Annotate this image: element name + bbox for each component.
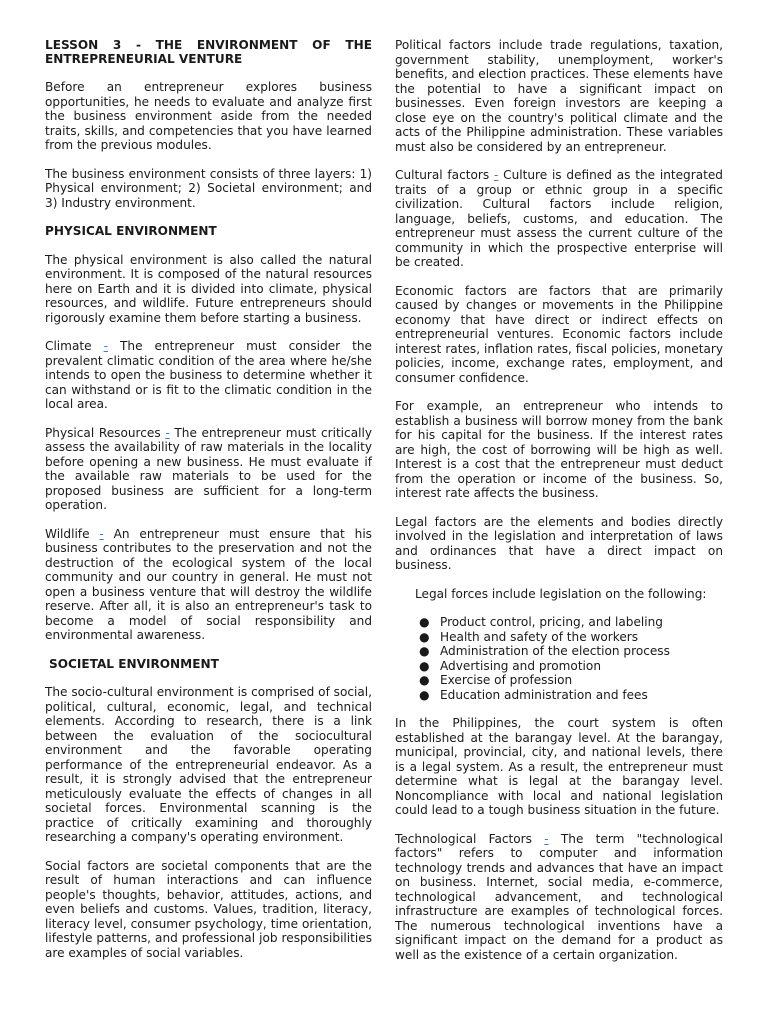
philippines-legal-paragraph: In the Philippines, the court system is often established at the barangay level. At the barangay, municipal, provincial, city, and national levels, there is a legal system. As a result, the entrepreneur must determine what is legal at the barangay level. Noncompliance with local and national legislation could lead to a tough business situation in the future.	[395, 716, 723, 817]
list-item: ● Education administration and fees	[419, 687, 648, 702]
climate-text: The entrepreneur must consider the prevalent climatic condition of the area where he/she intends to open the business to determine whether it can withstand or is fit to the climatic condition in the local area.	[45, 339, 372, 411]
legal-forces-intro: Legal forces include legislation on the following:	[415, 586, 707, 601]
physical-resources-separator: -	[165, 425, 170, 440]
technological-factors-separator: -	[544, 831, 549, 846]
wildlife-separator: -	[99, 526, 104, 541]
physical-resources-term: Physical Resources	[45, 425, 161, 440]
list-item: ● Exercise of profession	[419, 673, 573, 687]
political-factors-paragraph: Political factors include trade regulations, taxation, government stability, unemployment, worker's benefits, and election practices. These elements have the potential to have a significant impact on businesses. Even foreign investors are keeping a close eye on the country's political climate and the acts of the Philippine administration. These variables must also be considered by an entrepreneur.	[395, 38, 723, 154]
bullet-icon: ●	[419, 687, 430, 702]
social-factors-paragraph: Social factors are societal components that are the result of human interactions and can influence people's thoughts, behavior, attitudes, actions, and even beliefs and customs. Values, tradition, literacy, literacy level, consumer psychology, time orientation, lifestyle patterns, and professional job responsibilities are examples of social variables.	[45, 858, 372, 960]
lesson-title: LESSON 3 - THE ENVIRONMENT OF THE ENTREPRENEURIAL VENTURE	[45, 38, 372, 66]
bullet-icon: ●	[419, 629, 430, 644]
physical-resources-text: The entrepreneur must critically assess the availability of raw materials in the locality before opening a new business. He must evaluate if the available raw materials to be used for the proposed business are sufficient for a long-term operation.	[45, 425, 372, 512]
climate-term: Climate	[45, 339, 92, 353]
climate-separator: -	[103, 339, 108, 353]
technological-factors-term: Technological Factors	[395, 831, 532, 846]
societal-environment-heading: SOCIETAL ENVIRONMENT	[49, 656, 219, 671]
wildlife-paragraph	[45, 527, 372, 643]
legal-forces-list	[395, 615, 723, 702]
cultural-factors-text: Culture is defined as the integrated traits of a group or ethnic group in a specific civilization. Cultural factors include religion, language, beliefs, customs, and education. The entrepreneur must assess the current culture of the community in which the prospective enterprise will be created.	[395, 168, 723, 269]
right-column	[395, 38, 723, 976]
list-item: ● Health and safety of the workers	[419, 629, 639, 644]
wildlife-term: Wildlife	[45, 526, 90, 541]
physical-resources-paragraph	[45, 426, 372, 513]
list-item: ● Advertising and promotion	[419, 658, 601, 673]
physical-environment-paragraph: The physical environment is also called the natural environment. It is composed of the natural resources here on Earth and it is divided into climate, physical resources, and wildlife. Future entrepreneurs should rigorously examine them before starting a business.	[45, 252, 372, 325]
layers-paragraph: The business environment consists of three layers: 1) Physical environment; 2) Societal environment; and 3) Industry environment.	[45, 166, 372, 210]
interest-example-paragraph: For example, an entrepreneur who intends to establish a business will borrow money from the bank for his capital for the business. If the interest rates are high, the cost of borrowing will be high as well. Interest is a cost that the entrepreneur must deduct from the operation or income of the business. So, interest rate affects the business.	[395, 399, 723, 500]
bullet-icon: ●	[419, 658, 430, 673]
list-item: ● Administration of the election process	[419, 644, 670, 658]
bullet-icon: ●	[419, 644, 430, 658]
cultural-factors-paragraph	[395, 168, 723, 270]
left-column	[45, 38, 372, 974]
wildlife-text: An entrepreneur must ensure that his business contributes to the preservation and not the destruction of the ecological system of the local community and our country in general. He must not open a business venture that will destroy the wildlife reserve. After all, it is also an entrepreneur's task to become a model of social responsibility and environmental awareness.	[45, 526, 372, 642]
climate-paragraph	[45, 339, 372, 412]
bullet-icon: ●	[419, 615, 430, 629]
list-item: ● Product control, pricing, and labeling	[419, 615, 663, 629]
intro-paragraph: Before an entrepreneur explores business opportunities, he needs to evaluate and analyze first the business environment aside from the needed traits, skills, and competencies that you have learned from the previous modules.	[45, 80, 372, 152]
societal-environment-paragraph: The socio-cultural environment is comprised of social, political, cultural, economic, legal, and technical elements. According to research, there is a link between the evaluation of the sociocultural environment and the favorable operating performance of the entrepreneurial endeavor. As a result, it is strongly advised that the entrepreneur meticulously evaluate the effects of changes in all societal forces. Environmental scanning is the practice of critically examining and thoroughly researching a company's operating environment.	[45, 685, 372, 844]
technological-factors-paragraph	[395, 832, 723, 963]
cultural-factors-separator: -	[493, 168, 499, 182]
bullet-icon: ●	[419, 673, 430, 687]
cultural-factors-term: Cultural factors	[395, 168, 490, 182]
economic-factors-paragraph: Economic factors are factors that are primarily caused by changes or movements in the Philippine economy that have direct or indirect effects on entrepreneurial ventures. Economic factors include interest rates, inflation rates, fiscal policies, monetary policies, income, exchange rates, employment, and consumer confidence.	[395, 283, 723, 385]
technological-factors-text: The term "technological factors" refers to computer and information technology trends and advances that have an impact on business. Internet, social media, e-commerce, technological advancement, and technological infrastructure are examples of technological forces. The numerous technological inventions have a significant impact on the demand for a product as well as the existence of a certain organization.	[395, 831, 723, 962]
physical-environment-heading: PHYSICAL ENVIRONMENT	[45, 224, 217, 238]
legal-factors-paragraph: Legal factors are the elements and bodies directly involved in the legislation and interpretation of laws and ordinances that have a direct impact on business.	[395, 514, 723, 572]
